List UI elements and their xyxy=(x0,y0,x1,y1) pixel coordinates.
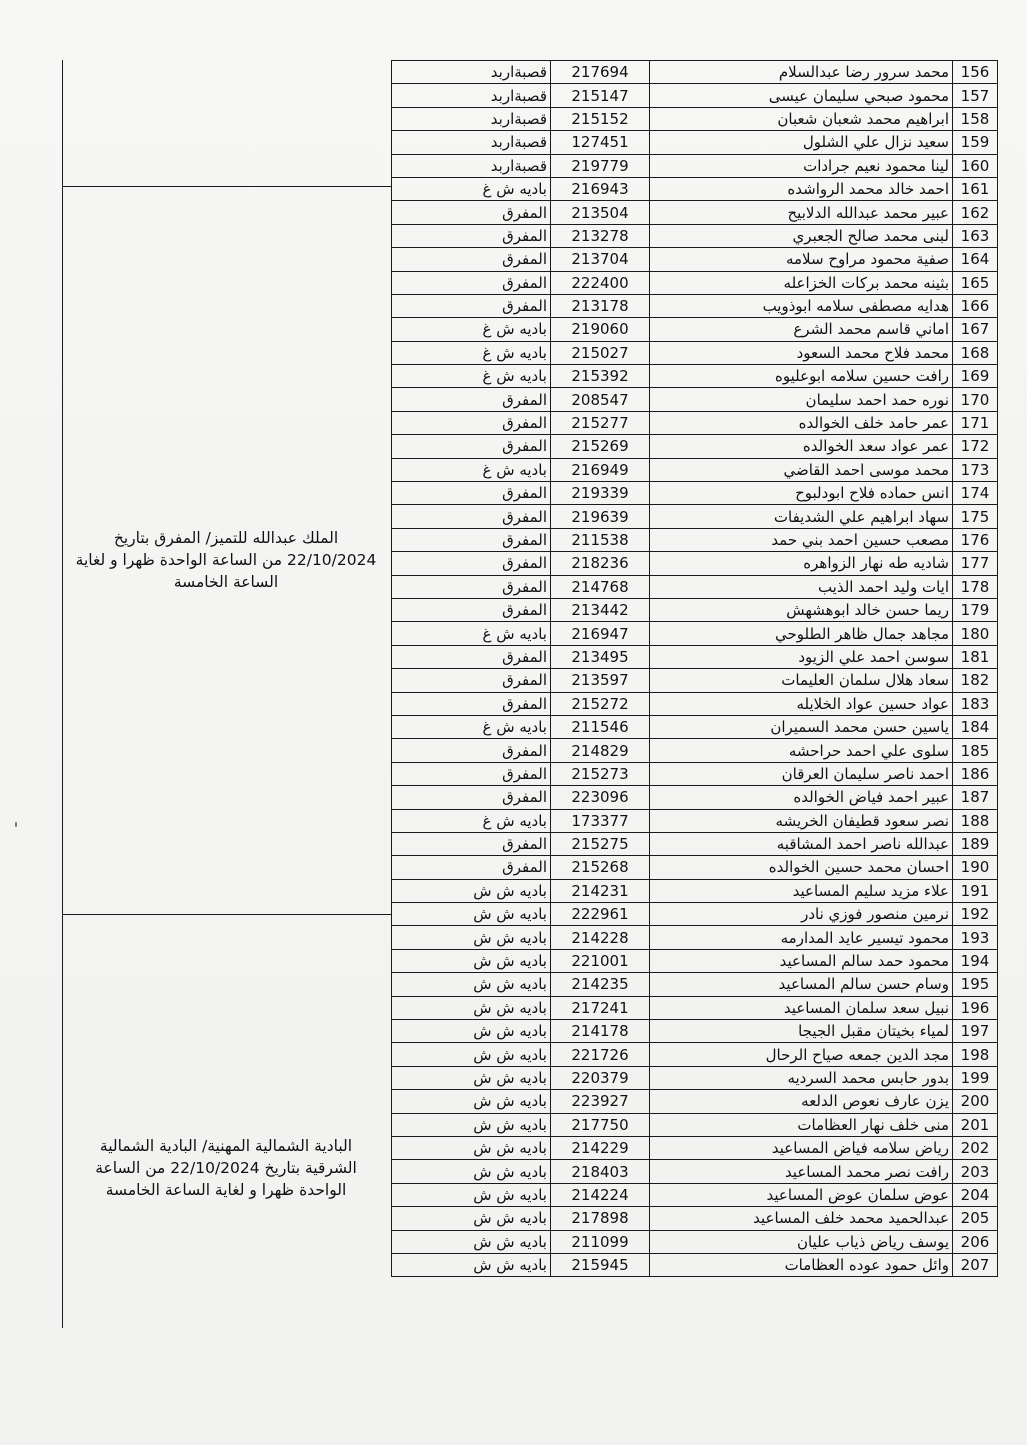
id-cell: 214178 xyxy=(551,1020,650,1043)
name-cell: منى خلف نهار العظامات xyxy=(650,1113,953,1136)
number-cell: 206 xyxy=(953,1230,998,1253)
table-row xyxy=(392,879,998,902)
table-row xyxy=(392,61,998,84)
table-row xyxy=(392,949,998,972)
table-row xyxy=(392,224,998,247)
table-row xyxy=(392,1207,998,1230)
table-row xyxy=(392,201,998,224)
table-row xyxy=(392,1043,998,1066)
id-cell: 221726 xyxy=(551,1043,650,1066)
number-cell: 182 xyxy=(953,669,998,692)
area-cell: المفرق xyxy=(392,692,551,715)
id-cell: 215152 xyxy=(551,107,650,130)
number-cell: 161 xyxy=(953,177,998,200)
id-cell: 216947 xyxy=(551,622,650,645)
area-cell: المفرق xyxy=(392,224,551,247)
number-cell: 188 xyxy=(953,809,998,832)
number-cell: 167 xyxy=(953,318,998,341)
table-row xyxy=(392,177,998,200)
number-cell: 171 xyxy=(953,411,998,434)
area-cell: المفرق xyxy=(392,552,551,575)
id-cell: 215392 xyxy=(551,365,650,388)
area-cell: باديه ش ش xyxy=(392,1090,551,1113)
id-cell: 217750 xyxy=(551,1113,650,1136)
id-cell: 214829 xyxy=(551,739,650,762)
number-cell: 156 xyxy=(953,61,998,84)
name-cell: مجد الدين جمعه صياح الرحال xyxy=(650,1043,953,1066)
table-row xyxy=(392,692,998,715)
number-cell: 184 xyxy=(953,715,998,738)
area-cell: المفرق xyxy=(392,435,551,458)
id-cell: 217898 xyxy=(551,1207,650,1230)
committee-text: البادية الشمالية المهنية/ البادية الشمالية الشرقية بتاريخ 22/10/2024 من الساعة الواحدة ظهرا و لغاية الساعة الخامسة xyxy=(95,1137,357,1199)
id-cell: 214235 xyxy=(551,973,650,996)
number-cell: 187 xyxy=(953,786,998,809)
area-cell: باديه ش ش xyxy=(392,1020,551,1043)
table-row xyxy=(392,318,998,341)
table-row xyxy=(392,669,998,692)
table-row xyxy=(392,482,998,505)
area-cell: باديه ش ش xyxy=(392,879,551,902)
id-cell: 222961 xyxy=(551,903,650,926)
table-row xyxy=(392,1160,998,1183)
table-row xyxy=(392,271,998,294)
table-row xyxy=(392,715,998,738)
area-cell: المفرق xyxy=(392,832,551,855)
area-cell: قصبةاربد xyxy=(392,131,551,154)
table-row xyxy=(392,809,998,832)
table-row xyxy=(392,435,998,458)
name-cell: سوسن احمد علي الزيود xyxy=(650,645,953,668)
number-cell: 185 xyxy=(953,739,998,762)
name-cell: وائل حمود عوده العظامات xyxy=(650,1253,953,1276)
table-row xyxy=(392,107,998,130)
table-row xyxy=(392,926,998,949)
area-cell: باديه ش ش xyxy=(392,996,551,1019)
name-cell: ايات وليد احمد الذيب xyxy=(650,575,953,598)
table-row xyxy=(392,1230,998,1253)
name-cell: محمد فلاح محمد السعود xyxy=(650,341,953,364)
id-cell: 211538 xyxy=(551,528,650,551)
number-cell: 196 xyxy=(953,996,998,1019)
id-cell: 215027 xyxy=(551,341,650,364)
table-row xyxy=(392,1253,998,1276)
name-cell: سلوى علي احمد حراحشه xyxy=(650,739,953,762)
table-row xyxy=(392,832,998,855)
number-cell: 163 xyxy=(953,224,998,247)
area-cell: باديه ش ش xyxy=(392,1160,551,1183)
number-cell: 203 xyxy=(953,1160,998,1183)
number-cell: 195 xyxy=(953,973,998,996)
table-row xyxy=(392,84,998,107)
id-cell: 217694 xyxy=(551,61,650,84)
id-cell: 219639 xyxy=(551,505,650,528)
area-cell: باديه ش غ xyxy=(392,715,551,738)
name-cell: سعاد هلال سلمان العليمات xyxy=(650,669,953,692)
area-cell: المفرق xyxy=(392,786,551,809)
id-cell: 219060 xyxy=(551,318,650,341)
area-cell: المفرق xyxy=(392,528,551,551)
number-cell: 204 xyxy=(953,1183,998,1206)
name-cell: عبدالله ناصر احمد المشاقبه xyxy=(650,832,953,855)
area-cell: المفرق xyxy=(392,739,551,762)
number-cell: 159 xyxy=(953,131,998,154)
id-cell: 211546 xyxy=(551,715,650,738)
table-row xyxy=(392,903,998,926)
area-cell: المفرق xyxy=(392,645,551,668)
number-cell: 180 xyxy=(953,622,998,645)
name-cell: سعيد نزال علي الشلول xyxy=(650,131,953,154)
id-cell: 213442 xyxy=(551,598,650,621)
area-cell: باديه ش ش xyxy=(392,1207,551,1230)
scan-mark xyxy=(15,822,17,827)
area-cell: باديه ش ش xyxy=(392,1136,551,1159)
name-cell: عبير محمد عبدالله الدلابيح xyxy=(650,201,953,224)
id-cell: 215945 xyxy=(551,1253,650,1276)
id-cell: 216943 xyxy=(551,177,650,200)
area-cell: المفرق xyxy=(392,271,551,294)
name-cell: رافت نصر محمد المساعيد xyxy=(650,1160,953,1183)
number-cell: 175 xyxy=(953,505,998,528)
name-cell: رياض سلامه فياض المساعيد xyxy=(650,1136,953,1159)
area-cell: المفرق xyxy=(392,294,551,317)
table-row xyxy=(392,458,998,481)
table-row xyxy=(392,154,998,177)
name-cell: لينا محمود نعيم جرادات xyxy=(650,154,953,177)
number-cell: 169 xyxy=(953,365,998,388)
id-cell: 215269 xyxy=(551,435,650,458)
name-cell: محمود صبحي سليمان عيسى xyxy=(650,84,953,107)
name-cell: يوسف رياض ذياب عليان xyxy=(650,1230,953,1253)
name-cell: عمر عواد سعد الخوالده xyxy=(650,435,953,458)
committee-block-badia xyxy=(62,914,391,1328)
name-cell: هدايه مصطفى سلامه ابوذويب xyxy=(650,294,953,317)
name-cell: مصعب حسين احمد بني حمد xyxy=(650,528,953,551)
table-row xyxy=(392,365,998,388)
table-row xyxy=(392,1066,998,1089)
area-cell: المفرق xyxy=(392,762,551,785)
number-cell: 172 xyxy=(953,435,998,458)
area-cell: المفرق xyxy=(392,388,551,411)
area-cell: المفرق xyxy=(392,575,551,598)
name-cell: يزن عارف نعوص الدلعه xyxy=(650,1090,953,1113)
id-cell: 215268 xyxy=(551,856,650,879)
table-row xyxy=(392,1113,998,1136)
number-cell: 160 xyxy=(953,154,998,177)
name-cell: نرمين منصور فوزي نادر xyxy=(650,903,953,926)
id-cell: 215272 xyxy=(551,692,650,715)
number-cell: 183 xyxy=(953,692,998,715)
name-cell: احمد ناصر سليمان العرقان xyxy=(650,762,953,785)
id-cell: 173377 xyxy=(551,809,650,832)
id-cell: 219779 xyxy=(551,154,650,177)
table-row xyxy=(392,786,998,809)
name-cell: عوض سلمان عوض المساعيد xyxy=(650,1183,953,1206)
number-cell: 202 xyxy=(953,1136,998,1159)
committee-block-irbid xyxy=(62,60,391,186)
id-cell: 215273 xyxy=(551,762,650,785)
committee-text: الملك عبدالله للتميز/ المفرق بتاريخ 22/10/2024 من الساعة الواحدة ظهرا و لغاية الساعة الخامسة xyxy=(75,529,377,591)
name-cell: اماني قاسم محمد الشرع xyxy=(650,318,953,341)
area-cell: المفرق xyxy=(392,411,551,434)
name-cell: رافت حسين سلامه ابوعليوه xyxy=(650,365,953,388)
name-cell: احسان محمد حسين الخوالده xyxy=(650,856,953,879)
area-cell: باديه ش ش xyxy=(392,1043,551,1066)
number-cell: 194 xyxy=(953,949,998,972)
name-cell: عواد حسين عواد الخلايله xyxy=(650,692,953,715)
name-cell: مجاهد جمال ظاهر الطلوحي xyxy=(650,622,953,645)
number-cell: 174 xyxy=(953,482,998,505)
area-cell: باديه ش غ xyxy=(392,809,551,832)
table-row xyxy=(392,1136,998,1159)
area-cell: المفرق xyxy=(392,248,551,271)
name-cell: احمد خالد محمد الرواشده xyxy=(650,177,953,200)
area-cell: المفرق xyxy=(392,669,551,692)
id-cell: 214231 xyxy=(551,879,650,902)
table-row xyxy=(392,645,998,668)
name-cell: ابراهيم محمد شعبان شعبان xyxy=(650,107,953,130)
number-cell: 186 xyxy=(953,762,998,785)
id-cell: 223927 xyxy=(551,1090,650,1113)
id-cell: 208547 xyxy=(551,388,650,411)
name-cell: بدور حابس محمد السرديه xyxy=(650,1066,953,1089)
area-cell: المفرق xyxy=(392,201,551,224)
table-row xyxy=(392,505,998,528)
name-cell: صفية محمود مراوح سلامه xyxy=(650,248,953,271)
area-cell: باديه ش غ xyxy=(392,177,551,200)
number-cell: 173 xyxy=(953,458,998,481)
area-cell: باديه ش غ xyxy=(392,365,551,388)
id-cell: 211099 xyxy=(551,1230,650,1253)
id-cell: 223096 xyxy=(551,786,650,809)
name-cell: عبدالحميد محمد خلف المساعيد xyxy=(650,1207,953,1230)
name-cell: محمد موسى احمد القاضي xyxy=(650,458,953,481)
number-cell: 176 xyxy=(953,528,998,551)
id-cell: 214229 xyxy=(551,1136,650,1159)
table-row xyxy=(392,762,998,785)
id-cell: 218403 xyxy=(551,1160,650,1183)
id-cell: 220379 xyxy=(551,1066,650,1089)
table-row xyxy=(392,528,998,551)
area-cell: باديه ش غ xyxy=(392,458,551,481)
area-cell: باديه ش ش xyxy=(392,903,551,926)
id-cell: 213597 xyxy=(551,669,650,692)
id-cell: 213278 xyxy=(551,224,650,247)
table-row xyxy=(392,622,998,645)
id-cell: 217241 xyxy=(551,996,650,1019)
number-cell: 164 xyxy=(953,248,998,271)
name-cell: عمر حامد خلف الخوالده xyxy=(650,411,953,434)
id-cell: 215275 xyxy=(551,832,650,855)
area-cell: باديه ش غ xyxy=(392,341,551,364)
number-cell: 158 xyxy=(953,107,998,130)
number-cell: 199 xyxy=(953,1066,998,1089)
table-row xyxy=(392,248,998,271)
area-cell: باديه ش ش xyxy=(392,1113,551,1136)
area-cell: المفرق xyxy=(392,598,551,621)
table-row xyxy=(392,341,998,364)
table-row xyxy=(392,996,998,1019)
area-cell: المفرق xyxy=(392,482,551,505)
id-cell: 213178 xyxy=(551,294,650,317)
id-cell: 218236 xyxy=(551,552,650,575)
area-cell: باديه ش غ xyxy=(392,318,551,341)
table-row xyxy=(392,552,998,575)
number-cell: 192 xyxy=(953,903,998,926)
table-row xyxy=(392,1183,998,1206)
area-cell: قصبةاربد xyxy=(392,61,551,84)
committee-block-mafraq xyxy=(62,186,391,914)
number-cell: 165 xyxy=(953,271,998,294)
table-row xyxy=(392,388,998,411)
table-row xyxy=(392,739,998,762)
area-cell: قصبةاربد xyxy=(392,154,551,177)
id-cell: 213495 xyxy=(551,645,650,668)
number-cell: 181 xyxy=(953,645,998,668)
id-cell: 214768 xyxy=(551,575,650,598)
number-cell: 205 xyxy=(953,1207,998,1230)
number-cell: 197 xyxy=(953,1020,998,1043)
name-cell: لبنى محمد صالح الجعبري xyxy=(650,224,953,247)
table-row xyxy=(392,131,998,154)
area-cell: المفرق xyxy=(392,856,551,879)
table-row xyxy=(392,411,998,434)
id-cell: 213504 xyxy=(551,201,650,224)
number-cell: 201 xyxy=(953,1113,998,1136)
table-row xyxy=(392,575,998,598)
name-cell: شاديه طه نهار الزواهره xyxy=(650,552,953,575)
number-cell: 157 xyxy=(953,84,998,107)
area-cell: باديه ش ش xyxy=(392,973,551,996)
number-cell: 200 xyxy=(953,1090,998,1113)
id-cell: 214224 xyxy=(551,1183,650,1206)
name-cell: بثينه محمد بركات الخزاعله xyxy=(650,271,953,294)
number-cell: 178 xyxy=(953,575,998,598)
table-row xyxy=(392,856,998,879)
number-cell: 189 xyxy=(953,832,998,855)
number-cell: 168 xyxy=(953,341,998,364)
area-cell: قصبةاربد xyxy=(392,84,551,107)
area-cell: باديه ش ش xyxy=(392,1183,551,1206)
name-cell: ريما حسن خالد ابوهشهش xyxy=(650,598,953,621)
name-cell: محمود تيسير عايد المدارمه xyxy=(650,926,953,949)
table-row xyxy=(392,1090,998,1113)
name-cell: سهاد ابراهيم علي الشديفات xyxy=(650,505,953,528)
table-row xyxy=(392,598,998,621)
name-cell: ياسين حسن محمد السميران xyxy=(650,715,953,738)
id-cell: 213704 xyxy=(551,248,650,271)
area-cell: باديه ش ش xyxy=(392,1066,551,1089)
id-cell: 219339 xyxy=(551,482,650,505)
id-cell: 215277 xyxy=(551,411,650,434)
area-cell: المفرق xyxy=(392,505,551,528)
id-cell: 221001 xyxy=(551,949,650,972)
name-cell: محمد سرور رضا عبدالسلام xyxy=(650,61,953,84)
number-cell: 179 xyxy=(953,598,998,621)
name-cell: انس حماده فلاح ابودلبوح xyxy=(650,482,953,505)
name-cell: وسام حسن سالم المساعيد xyxy=(650,973,953,996)
area-cell: قصبةاربد xyxy=(392,107,551,130)
number-cell: 162 xyxy=(953,201,998,224)
area-cell: باديه ش ش xyxy=(392,949,551,972)
number-cell: 191 xyxy=(953,879,998,902)
table-row xyxy=(392,1020,998,1043)
name-cell: عبير احمد فياض الخوالده xyxy=(650,786,953,809)
table-row xyxy=(392,973,998,996)
area-cell: باديه ش ش xyxy=(392,1253,551,1276)
name-cell: نوره حمد احمد سليمان xyxy=(650,388,953,411)
id-cell: 127451 xyxy=(551,131,650,154)
name-cell: علاء مزيد سليم المساعيد xyxy=(650,879,953,902)
number-cell: 166 xyxy=(953,294,998,317)
name-cell: محمود حمد سالم المساعيد xyxy=(650,949,953,972)
id-cell: 215147 xyxy=(551,84,650,107)
name-cell: نبيل سعد سلمان المساعيد xyxy=(650,996,953,1019)
table-row xyxy=(392,294,998,317)
area-cell: باديه ش غ xyxy=(392,622,551,645)
id-cell: 214228 xyxy=(551,926,650,949)
id-cell: 222400 xyxy=(551,271,650,294)
number-cell: 190 xyxy=(953,856,998,879)
id-cell: 216949 xyxy=(551,458,650,481)
number-cell: 207 xyxy=(953,1253,998,1276)
area-cell: باديه ش ش xyxy=(392,1230,551,1253)
number-cell: 177 xyxy=(953,552,998,575)
name-cell: لمياء بخيتان مقبل الجيجا xyxy=(650,1020,953,1043)
name-cell: نصر سعود قطيفان الخريشه xyxy=(650,809,953,832)
number-cell: 193 xyxy=(953,926,998,949)
candidates-table xyxy=(391,60,998,1277)
number-cell: 170 xyxy=(953,388,998,411)
area-cell: باديه ش ش xyxy=(392,926,551,949)
number-cell: 198 xyxy=(953,1043,998,1066)
